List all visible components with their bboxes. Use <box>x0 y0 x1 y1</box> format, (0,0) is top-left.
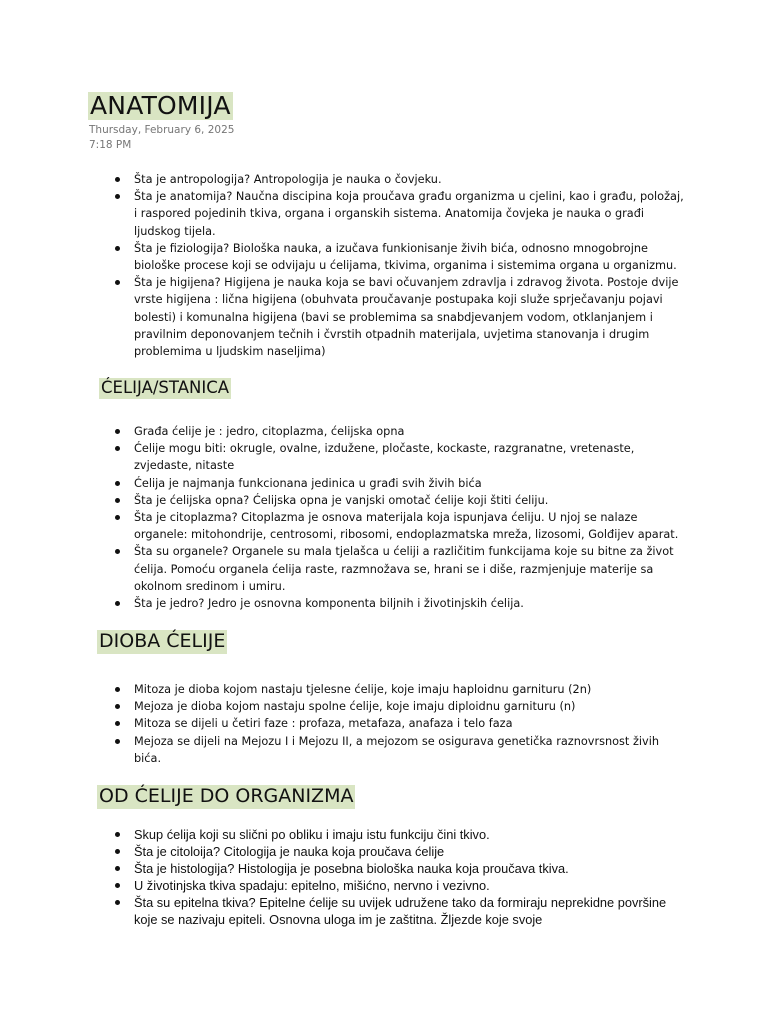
list-item: Mejoza je dioba kojom nastaju spolne ćelije, koje imaju diploidnu garnituru (n) <box>114 698 674 715</box>
celija-bullet-list <box>114 423 684 612</box>
page-title: ANATOMIJA <box>90 91 231 120</box>
list-item: Šta je histologija? Histologija je posebna biološka nauka koja proučava tkiva. <box>114 860 689 877</box>
list-item: Šta je citoplazma? Citoplazma je osnova materijala koja ispunjava ćeliju. U njoj se nalaze organele: mitohondrije, centrosomi, ribosomi, endoplazmatska mreža, lizosomi, Golđijev aparat. <box>114 509 684 543</box>
list-item: Šta su organele? Organele su mala tjelašca u ćeliji a različitim funkcijama koje su bitne za život ćelija. Pomoću organela ćelija raste, razmnožava se, hrani se i diše, razmjenjuje materije sa okolnom sredinom i umiru. <box>114 543 684 595</box>
list-item: Šta je citoloija? Citologija je nauka koja proučava ćelije <box>114 843 689 860</box>
list-item: Šta je higijena? Higijena je nauka koja se bavi očuvanjem zdravlja i zdravog života. Postoje dvije vrste higijena : lična higijena (obuhvata proučavanje postupaka koji služe sprječavanju pojavi bolesti) i komunalna higijena (bavi se problemima sa snabdjevanjem vodom, otklanjanjem i pravilnim deponovanjem tečnih i čvrstih otpadnih materijala, uvjetima stanovanja i drugim problemima u ljudskim naseljima) <box>114 274 689 360</box>
note-timestamp <box>89 123 234 153</box>
list-item: Šta je anatomija? Naučna discipina koja proučava građu organizma u cjelini, kao i građu, položaj, i raspored pojedinih tkiva, organa i organskih sistema. Anatomija čovjeka je nauka o građi ljudskog tijela. <box>114 188 689 240</box>
list-item: U životinjska tkiva spadaju: epitelno, mišićno, nervno i vezivno. <box>114 877 689 894</box>
list-item: Šta je jedro? Jedro je osnovna komponenta biljnih i životinjskih ćelija. <box>114 595 684 612</box>
section-heading-organizam: OD ĆELIJE DO ORGANIZMA <box>99 785 354 807</box>
list-item: Ćelija je najmanja funkcionana jedinica u građi svih živih bića <box>114 475 684 492</box>
list-item: Mitoza se dijeli u četiri faze : profaza, metafaza, anafaza i telo faza <box>114 715 674 732</box>
intro-bullet-list <box>114 171 689 360</box>
section-heading-dioba: DIOBA ĆELIJE <box>99 630 226 652</box>
list-item: Ćelije mogu biti: okrugle, ovalne, izdužene, pločaste, kockaste, razgranatne, vretenaste, zvjedaste, nitaste <box>114 440 684 474</box>
list-item: Šta je antropologija? Antropologija je nauka o čovjeku. <box>114 171 689 188</box>
list-item: Mejoza se dijeli na Mejozu I i Mejozu II, a mejozom se osigurava genetička raznovrsnost živih bića. <box>114 733 674 767</box>
list-item: Šta je fiziologija? Biološka nauka, a izučava funkionisanje živih bića, odnosno mnogobrojne biološke procese koji se odvijaju u ćelijama, tkivima, organima i sistemima organa u organizmu. <box>114 240 689 274</box>
list-item: Skup ćelija koji su slični po obliku i imaju istu funkciju čini tkivo. <box>114 826 689 843</box>
list-item: Šta je ćelijska opna? Ćelijska opna je vanjski omotač ćelije koji štiti ćeliju. <box>114 492 684 509</box>
organizam-bullet-list <box>114 826 689 928</box>
note-time: 7:18 PM <box>89 139 132 151</box>
section-heading-celija: ĆELIJA/STANICA <box>101 378 230 397</box>
note-date: Thursday, February 6, 2025 <box>89 124 235 136</box>
list-item: Šta su epitelna tkiva? Epitelne ćelije su uvijek udružene tako da formiraju neprekidne površine koje se nazivaju epiteli. Osnovna uloga im je zaštitna. Žljezde koje svoje <box>114 894 689 928</box>
list-item: Mitoza je dioba kojom nastaju tjelesne ćelije, koje imaju haploidnu garnituru (2n) <box>114 681 674 698</box>
list-item: Građa ćelije je : jedro, citoplazma, ćelijska opna <box>114 423 684 440</box>
dioba-bullet-list <box>114 681 674 767</box>
